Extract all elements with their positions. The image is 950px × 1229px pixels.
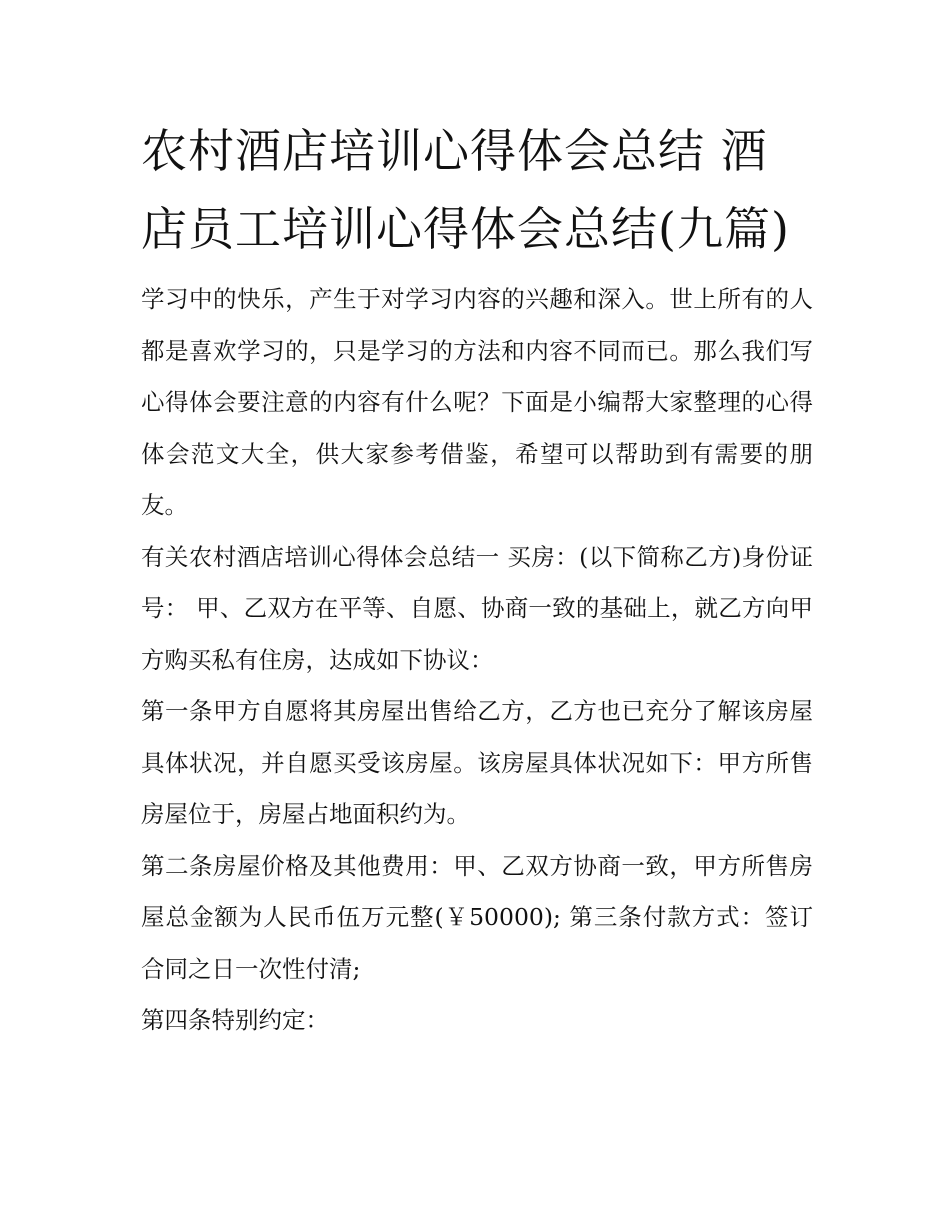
document-page bbox=[141, 112, 813, 1047]
intro-paragraph: 学习中的快乐，产生于对学习内容的兴趣和深入。世上所有的人都是喜欢学习的，只是学习的方法和内容不同而已。那么我们写心得体会要注意的内容有什么呢？下面是小编帮大家整理的心得体会范文大全，供大家参考借鉴，希望可以帮助到有需要的朋友。 bbox=[141, 285, 813, 519]
article-two-three-paragraph: 第二条房屋价格及其他费用：甲、乙双方协商一致，甲方所售房屋总金额为人民币伍万元整(￥50000); 第三条付款方式：签订合同之日一次性付清; bbox=[141, 851, 813, 983]
section-one-paragraph: 有关农村酒店培训心得体会总结一 买房：(以下简称乙方)身份证号： 甲、乙双方在平等、自愿、协商一致的基础上，就乙方向甲方购买私有住房，达成如下协议： bbox=[141, 542, 813, 674]
document-title: 农村酒店培训心得体会总结 酒店员工培训心得体会总结(九篇) bbox=[141, 124, 790, 256]
article-four-paragraph: 第四条特别约定： bbox=[141, 1006, 329, 1034]
article-one-paragraph: 第一条甲方自愿将其房屋出售给乙方，乙方也已充分了解该房屋具体状况，并自愿买受该房屋。该房屋具体状况如下：甲方所售房屋位于，房屋占地面积约为。 bbox=[141, 697, 813, 828]
